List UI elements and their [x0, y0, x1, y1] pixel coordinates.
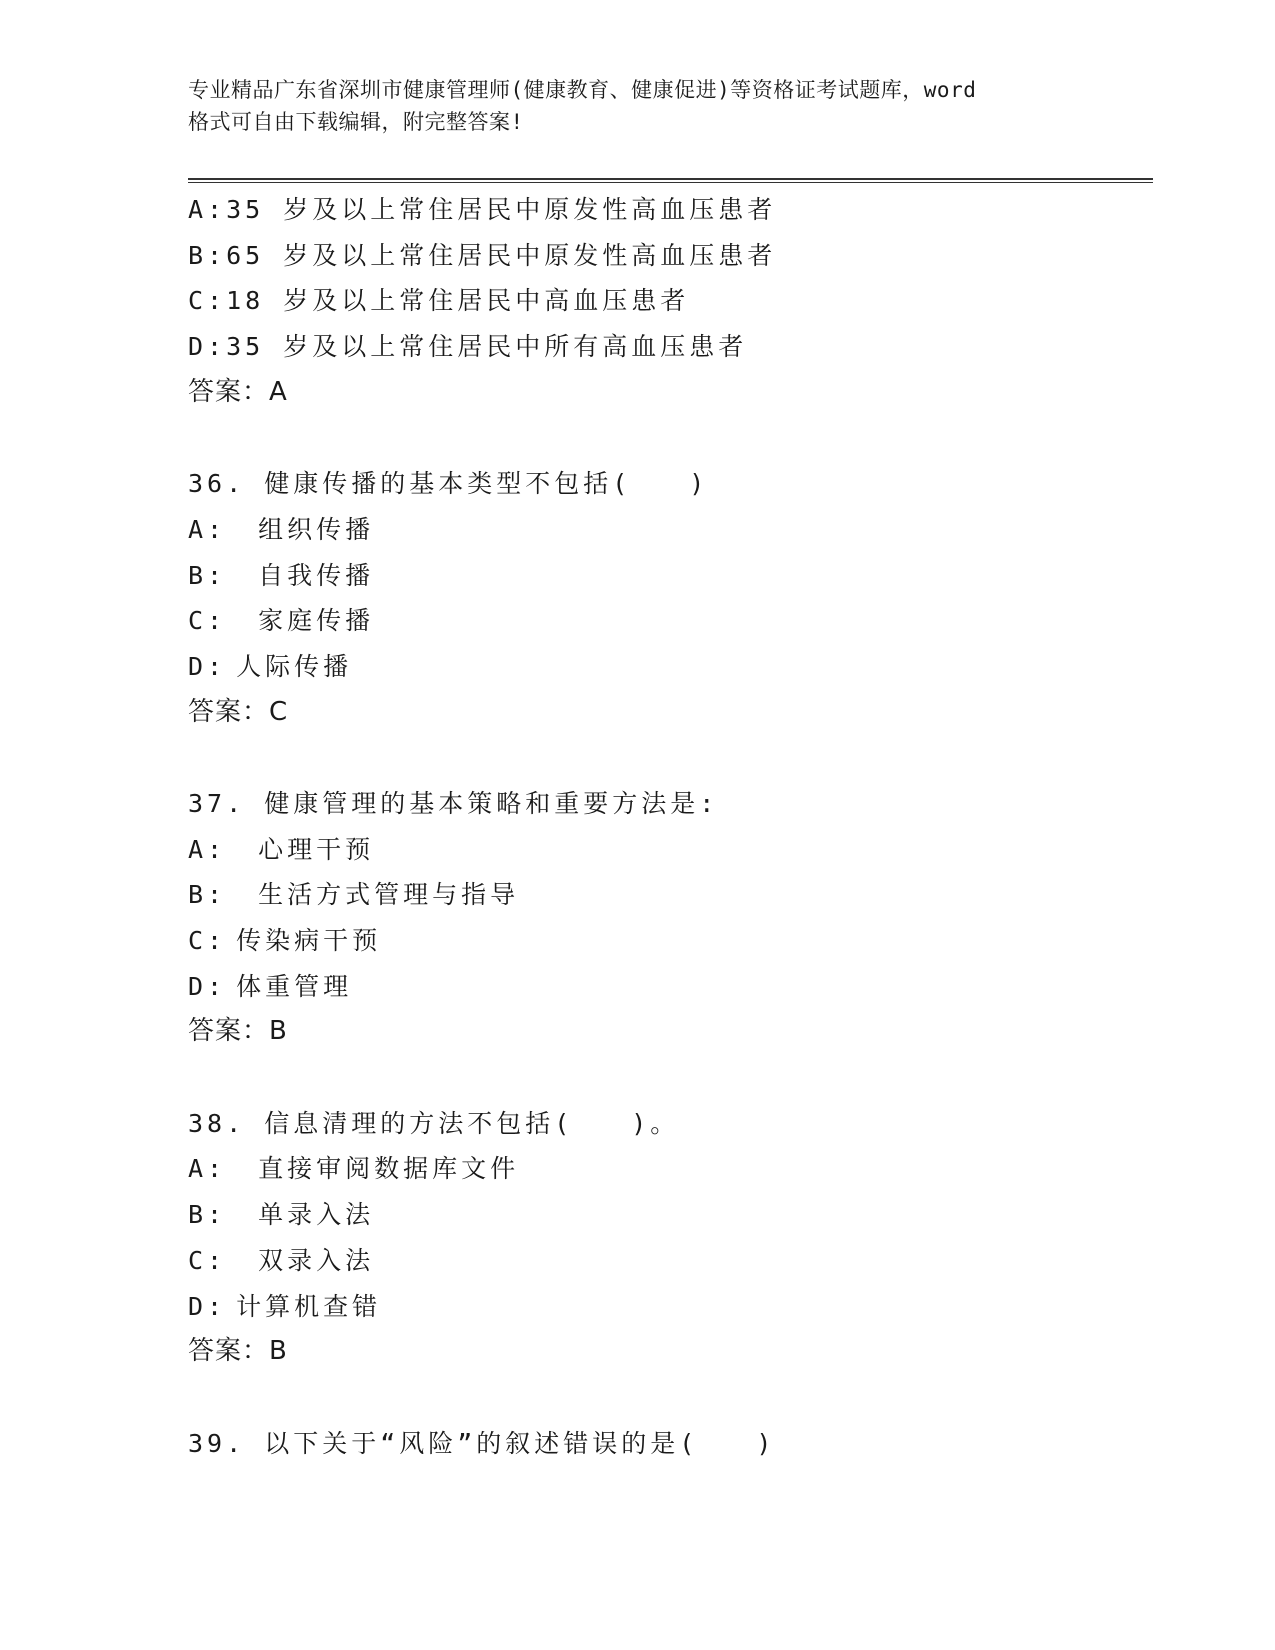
option-text: 35 岁及以上常住居民中所有高血压患者: [226, 332, 748, 362]
question-text: 39. 以下关于“风险”的叙述错误的是( ): [188, 1428, 776, 1458]
option-text: 家庭传播: [258, 606, 375, 636]
option-text: 心理干预: [258, 834, 375, 864]
option-b: [188, 872, 1148, 918]
option-label: B:: [188, 880, 227, 910]
question-39-block: [188, 1421, 1148, 1467]
option-label: D:: [188, 332, 227, 362]
option-text: 18 岁及以上常住居民中高血压患者: [226, 286, 690, 316]
option-text: 双录入法: [258, 1245, 375, 1275]
option-label: B:: [188, 240, 227, 270]
answer-line: 答案：C: [188, 696, 289, 727]
answer-line: 答案：B: [188, 1336, 288, 1367]
option-label: C:: [188, 1245, 227, 1275]
answer-line: 答案：B: [188, 1016, 288, 1047]
option-text: 生活方式管理与指导: [258, 880, 520, 910]
option-label: A:: [188, 195, 227, 224]
option-text: 直接审阅数据库文件: [258, 1154, 520, 1184]
option-d: [188, 324, 1148, 370]
question-text: 38. 信息清理的方法不包括( )。: [188, 1108, 680, 1138]
answer-line: 答案：A: [188, 376, 288, 407]
question-36-block: [188, 461, 1148, 735]
header-line-1: 专业精品广东省深圳市健康管理师(健康教育、健康促进)等资格证考试题库，word: [188, 78, 977, 102]
option-d: [188, 1284, 1148, 1330]
option-label: A:: [188, 834, 227, 864]
option-b: [188, 553, 1148, 599]
option-d: [188, 964, 1148, 1010]
option-b: [188, 1192, 1148, 1238]
spacer: [188, 415, 1148, 461]
option-label: A:: [188, 514, 227, 544]
option-text: 自我传播: [258, 560, 375, 590]
question-35-block: [188, 187, 1148, 415]
option-c: [188, 278, 1148, 324]
option-text: 65 岁及以上常住居民中原发性高血压患者: [226, 240, 777, 270]
option-c: [188, 598, 1148, 644]
question-38-block: [188, 1101, 1148, 1375]
option-a: [188, 1146, 1148, 1192]
spacer: [188, 1055, 1148, 1101]
header-line-2: 格式可自由下载编辑，附完整答案!: [188, 110, 524, 134]
option-text: 单录入法: [258, 1200, 375, 1230]
document-header: [188, 74, 1088, 138]
option-a: [188, 187, 1148, 233]
option-text: 体重管理: [236, 971, 353, 1001]
option-text: 计算机查错: [236, 1291, 382, 1321]
option-label: C:: [188, 926, 227, 955]
option-a: [188, 827, 1148, 873]
option-a: [188, 507, 1148, 553]
option-label: C:: [188, 286, 227, 316]
option-label: B:: [188, 560, 227, 590]
option-text: 组织传播: [258, 514, 375, 544]
spacer: [188, 735, 1148, 781]
option-text: 人际传播: [236, 651, 353, 681]
option-d: [188, 644, 1148, 690]
option-text: 35 岁及以上常住居民中原发性高血压患者: [226, 195, 777, 224]
option-text: 传染病干预: [236, 926, 382, 955]
option-label: D:: [188, 1291, 227, 1321]
question-text: 37. 健康管理的基本策略和重要方法是:: [188, 788, 719, 818]
option-c: [188, 1238, 1148, 1284]
header-divider: [188, 178, 1153, 183]
option-b: [188, 233, 1148, 279]
option-c: [188, 918, 1148, 964]
question-list: [188, 187, 1148, 1466]
question-text: 36. 健康传播的基本类型不包括( ): [188, 469, 709, 499]
option-label: B:: [188, 1200, 227, 1230]
option-label: C:: [188, 606, 227, 636]
option-label: A:: [188, 1154, 227, 1184]
option-label: D:: [188, 971, 227, 1001]
question-37-block: [188, 781, 1148, 1055]
option-label: D:: [188, 651, 227, 681]
spacer: [188, 1375, 1148, 1421]
